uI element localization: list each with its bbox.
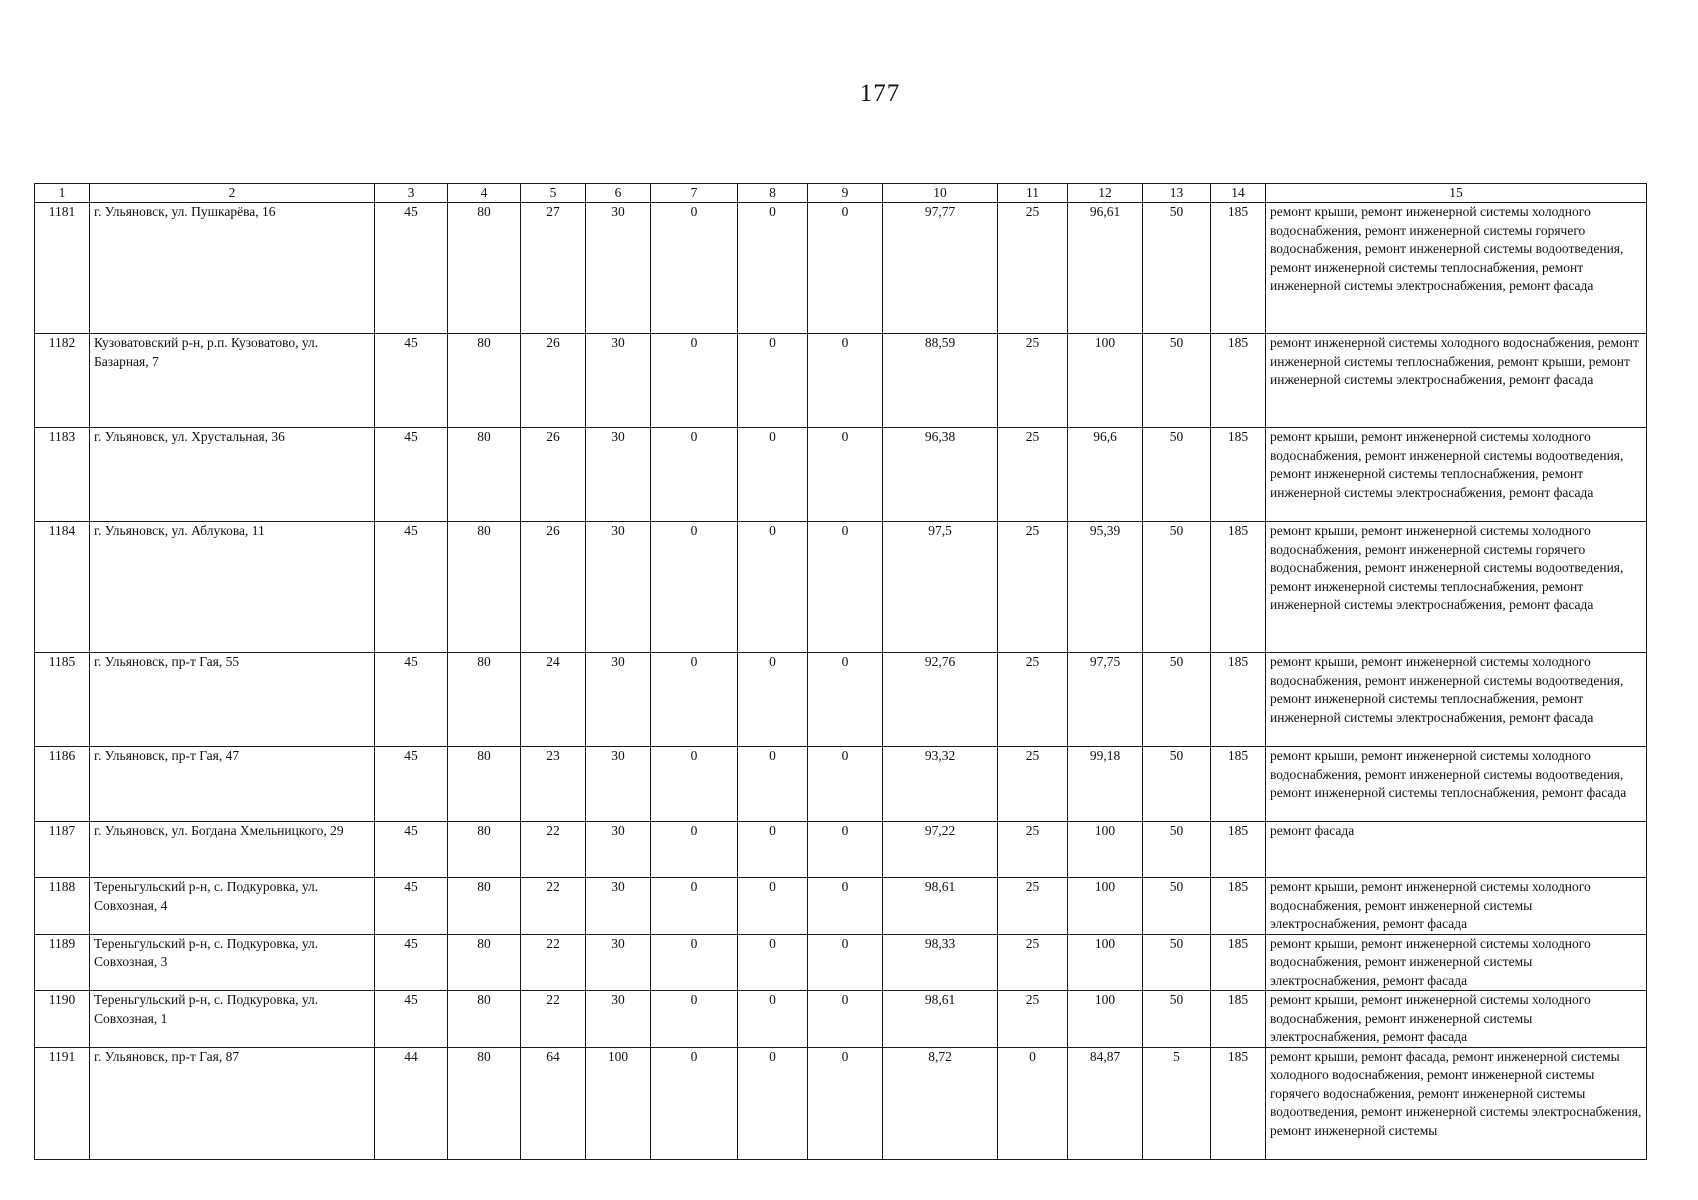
- page-number: 177: [859, 80, 901, 107]
- value-cell: 0: [808, 934, 883, 991]
- value-cell: 88,59: [883, 334, 998, 428]
- column-header: 14: [1211, 184, 1266, 203]
- value-cell: 0: [651, 934, 738, 991]
- works-cell: ремонт крыши, ремонт инженерной системы холодного водоснабжения, ремонт инженерной системы горячего водоснабжения, ремонт инженерной системы водоотведения, ремонт инженерной системы теплоснабжения, ремонт инженерной системы электроснабжения, ремонт фасада: [1266, 203, 1647, 334]
- row-number-cell: 1181: [35, 203, 90, 334]
- value-cell: 0: [808, 1047, 883, 1159]
- value-cell: 0: [738, 822, 808, 878]
- value-cell: 185: [1211, 934, 1266, 991]
- value-cell: 27: [521, 203, 586, 334]
- value-cell: 100: [1068, 991, 1143, 1048]
- value-cell: 97,77: [883, 203, 998, 334]
- table-row: [35, 203, 1647, 334]
- value-cell: 22: [521, 991, 586, 1048]
- value-cell: 84,87: [1068, 1047, 1143, 1159]
- value-cell: 45: [375, 747, 448, 822]
- value-cell: 25: [998, 203, 1068, 334]
- table-body: [35, 203, 1647, 1160]
- value-cell: 0: [998, 1047, 1068, 1159]
- value-cell: 96,61: [1068, 203, 1143, 334]
- value-cell: 98,33: [883, 934, 998, 991]
- value-cell: 26: [521, 334, 586, 428]
- data-table: [34, 183, 1647, 1160]
- value-cell: 0: [651, 822, 738, 878]
- value-cell: 30: [586, 878, 651, 935]
- value-cell: 80: [448, 334, 521, 428]
- value-cell: 50: [1143, 203, 1211, 334]
- row-number-cell: 1185: [35, 653, 90, 747]
- value-cell: 96,6: [1068, 428, 1143, 522]
- row-number-cell: 1187: [35, 822, 90, 878]
- row-number-cell: 1182: [35, 334, 90, 428]
- value-cell: 0: [808, 522, 883, 653]
- value-cell: 0: [738, 334, 808, 428]
- column-header: 1: [35, 184, 90, 203]
- value-cell: 5: [1143, 1047, 1211, 1159]
- value-cell: 80: [448, 934, 521, 991]
- works-cell: ремонт крыши, ремонт инженерной системы холодного водоснабжения, ремонт инженерной системы электроснабжения, ремонт фасада: [1266, 934, 1647, 991]
- table-row: [35, 428, 1647, 522]
- works-cell: ремонт крыши, ремонт инженерной системы холодного водоснабжения, ремонт инженерной системы водоотведения, ремонт инженерной системы теплоснабжения, ремонт инженерной системы электроснабжения, ремонт фасада: [1266, 653, 1647, 747]
- row-number-cell: 1191: [35, 1047, 90, 1159]
- works-cell: ремонт фасада: [1266, 822, 1647, 878]
- address-cell: г. Ульяновск, ул. Богдана Хмельницкого, 29: [90, 822, 375, 878]
- column-header: 9: [808, 184, 883, 203]
- value-cell: 80: [448, 1047, 521, 1159]
- column-header: 13: [1143, 184, 1211, 203]
- value-cell: 0: [808, 334, 883, 428]
- value-cell: 44: [375, 1047, 448, 1159]
- column-header: 7: [651, 184, 738, 203]
- value-cell: 30: [586, 934, 651, 991]
- table-row: [35, 334, 1647, 428]
- value-cell: 100: [1068, 822, 1143, 878]
- works-cell: ремонт крыши, ремонт инженерной системы холодного водоснабжения, ремонт инженерной системы электроснабжения, ремонт фасада: [1266, 991, 1647, 1048]
- value-cell: 50: [1143, 878, 1211, 935]
- row-number-cell: 1186: [35, 747, 90, 822]
- value-cell: 0: [738, 991, 808, 1048]
- value-cell: 30: [586, 991, 651, 1048]
- value-cell: 0: [738, 747, 808, 822]
- value-cell: 185: [1211, 822, 1266, 878]
- value-cell: 30: [586, 334, 651, 428]
- value-cell: 0: [738, 203, 808, 334]
- value-cell: 22: [521, 878, 586, 935]
- value-cell: 185: [1211, 1047, 1266, 1159]
- value-cell: 92,76: [883, 653, 998, 747]
- value-cell: 99,18: [1068, 747, 1143, 822]
- value-cell: 100: [1068, 934, 1143, 991]
- value-cell: 80: [448, 991, 521, 1048]
- value-cell: 25: [998, 934, 1068, 991]
- table-row: [35, 878, 1647, 935]
- value-cell: 0: [808, 203, 883, 334]
- column-header: 2: [90, 184, 375, 203]
- value-cell: 45: [375, 653, 448, 747]
- header-row: [35, 184, 1647, 203]
- value-cell: 0: [808, 747, 883, 822]
- works-cell: ремонт инженерной системы холодного водоснабжения, ремонт инженерной системы теплоснабжения, ремонт крыши, ремонт инженерной системы электроснабжения, ремонт фасада: [1266, 334, 1647, 428]
- value-cell: 80: [448, 747, 521, 822]
- value-cell: 98,61: [883, 878, 998, 935]
- value-cell: 50: [1143, 334, 1211, 428]
- value-cell: 50: [1143, 653, 1211, 747]
- value-cell: 185: [1211, 334, 1266, 428]
- value-cell: 0: [651, 747, 738, 822]
- value-cell: 0: [738, 522, 808, 653]
- column-header: 8: [738, 184, 808, 203]
- value-cell: 30: [586, 522, 651, 653]
- value-cell: 45: [375, 428, 448, 522]
- row-number-cell: 1190: [35, 991, 90, 1048]
- value-cell: 0: [738, 653, 808, 747]
- value-cell: 26: [521, 522, 586, 653]
- value-cell: 0: [738, 1047, 808, 1159]
- value-cell: 0: [651, 522, 738, 653]
- value-cell: 30: [586, 203, 651, 334]
- table-row: [35, 653, 1647, 747]
- table-row: [35, 522, 1647, 653]
- value-cell: 185: [1211, 522, 1266, 653]
- value-cell: 0: [808, 822, 883, 878]
- value-cell: 0: [651, 1047, 738, 1159]
- value-cell: 0: [651, 991, 738, 1048]
- value-cell: 25: [998, 334, 1068, 428]
- value-cell: 50: [1143, 428, 1211, 522]
- value-cell: 22: [521, 822, 586, 878]
- value-cell: 45: [375, 934, 448, 991]
- row-number-cell: 1189: [35, 934, 90, 991]
- address-cell: г. Ульяновск, пр-т Гая, 55: [90, 653, 375, 747]
- value-cell: 0: [651, 653, 738, 747]
- column-header: 11: [998, 184, 1068, 203]
- column-header: 4: [448, 184, 521, 203]
- value-cell: 80: [448, 522, 521, 653]
- value-cell: 30: [586, 428, 651, 522]
- value-cell: 98,61: [883, 991, 998, 1048]
- value-cell: 0: [651, 203, 738, 334]
- column-header: 6: [586, 184, 651, 203]
- value-cell: 30: [586, 653, 651, 747]
- value-cell: 64: [521, 1047, 586, 1159]
- column-header: 3: [375, 184, 448, 203]
- value-cell: 93,32: [883, 747, 998, 822]
- value-cell: 95,39: [1068, 522, 1143, 653]
- works-cell: ремонт крыши, ремонт фасада, ремонт инженерной системы холодного водоснабжения, ремонт инженерной системы горячего водоснабжения, ремонт инженерной системы водоотведения, ремонт инженерной системы электроснабжения, ремонт инженерной системы: [1266, 1047, 1647, 1159]
- value-cell: 185: [1211, 991, 1266, 1048]
- value-cell: 45: [375, 878, 448, 935]
- value-cell: 50: [1143, 822, 1211, 878]
- value-cell: 0: [651, 878, 738, 935]
- value-cell: 100: [1068, 878, 1143, 935]
- works-cell: ремонт крыши, ремонт инженерной системы холодного водоснабжения, ремонт инженерной системы электроснабжения, ремонт фасада: [1266, 878, 1647, 935]
- table-row: [35, 747, 1647, 822]
- value-cell: 25: [998, 991, 1068, 1048]
- value-cell: 0: [738, 934, 808, 991]
- value-cell: 45: [375, 334, 448, 428]
- works-cell: ремонт крыши, ремонт инженерной системы холодного водоснабжения, ремонт инженерной системы водоотведения, ремонт инженерной системы теплоснабжения, ремонт фасада: [1266, 747, 1647, 822]
- value-cell: 50: [1143, 522, 1211, 653]
- value-cell: 185: [1211, 878, 1266, 935]
- value-cell: 0: [808, 653, 883, 747]
- column-header: 15: [1266, 184, 1647, 203]
- address-cell: г. Ульяновск, ул. Пушкарёва, 16: [90, 203, 375, 334]
- row-number-cell: 1184: [35, 522, 90, 653]
- table-row: [35, 934, 1647, 991]
- address-cell: Тереньгульский р-н, с. Подкуровка, ул. Совхозная, 4: [90, 878, 375, 935]
- value-cell: 0: [738, 428, 808, 522]
- value-cell: 25: [998, 428, 1068, 522]
- value-cell: 25: [998, 878, 1068, 935]
- value-cell: 25: [998, 522, 1068, 653]
- value-cell: 185: [1211, 653, 1266, 747]
- value-cell: 22: [521, 934, 586, 991]
- table-row: [35, 1047, 1647, 1159]
- address-cell: Тереньгульский р-н, с. Подкуровка, ул. Совхозная, 1: [90, 991, 375, 1048]
- value-cell: 23: [521, 747, 586, 822]
- value-cell: 30: [586, 747, 651, 822]
- value-cell: 50: [1143, 934, 1211, 991]
- value-cell: 97,75: [1068, 653, 1143, 747]
- value-cell: 45: [375, 991, 448, 1048]
- value-cell: 100: [586, 1047, 651, 1159]
- value-cell: 50: [1143, 747, 1211, 822]
- value-cell: 80: [448, 653, 521, 747]
- table-row: [35, 822, 1647, 878]
- value-cell: 45: [375, 203, 448, 334]
- row-number-cell: 1183: [35, 428, 90, 522]
- value-cell: 45: [375, 522, 448, 653]
- value-cell: 80: [448, 822, 521, 878]
- value-cell: 185: [1211, 747, 1266, 822]
- value-cell: 25: [998, 747, 1068, 822]
- column-header: 5: [521, 184, 586, 203]
- value-cell: 24: [521, 653, 586, 747]
- address-cell: г. Ульяновск, ул. Аблукова, 11: [90, 522, 375, 653]
- value-cell: 0: [651, 334, 738, 428]
- row-number-cell: 1188: [35, 878, 90, 935]
- value-cell: 100: [1068, 334, 1143, 428]
- address-cell: г. Ульяновск, ул. Хрустальная, 36: [90, 428, 375, 522]
- works-cell: ремонт крыши, ремонт инженерной системы холодного водоснабжения, ремонт инженерной системы горячего водоснабжения, ремонт инженерной системы водоотведения, ремонт инженерной системы теплоснабжения, ремонт инженерной системы электроснабжения, ремонт фасада: [1266, 522, 1647, 653]
- value-cell: 96,38: [883, 428, 998, 522]
- value-cell: 50: [1143, 991, 1211, 1048]
- column-header: 12: [1068, 184, 1143, 203]
- value-cell: 185: [1211, 203, 1266, 334]
- value-cell: 80: [448, 203, 521, 334]
- value-cell: 30: [586, 822, 651, 878]
- value-cell: 8,72: [883, 1047, 998, 1159]
- value-cell: 25: [998, 653, 1068, 747]
- value-cell: 97,5: [883, 522, 998, 653]
- value-cell: 25: [998, 822, 1068, 878]
- value-cell: 0: [651, 428, 738, 522]
- value-cell: 0: [808, 428, 883, 522]
- table-row: [35, 991, 1647, 1048]
- value-cell: 185: [1211, 428, 1266, 522]
- value-cell: 0: [808, 991, 883, 1048]
- value-cell: 97,22: [883, 822, 998, 878]
- value-cell: 0: [808, 878, 883, 935]
- value-cell: 80: [448, 878, 521, 935]
- value-cell: 45: [375, 822, 448, 878]
- address-cell: г. Ульяновск, пр-т Гая, 87: [90, 1047, 375, 1159]
- address-cell: Тереньгульский р-н, с. Подкуровка, ул. Совхозная, 3: [90, 934, 375, 991]
- address-cell: Кузоватовский р-н, р.п. Кузоватово, ул. Базарная, 7: [90, 334, 375, 428]
- column-header: 10: [883, 184, 998, 203]
- value-cell: 26: [521, 428, 586, 522]
- value-cell: 80: [448, 428, 521, 522]
- value-cell: 0: [738, 878, 808, 935]
- works-cell: ремонт крыши, ремонт инженерной системы холодного водоснабжения, ремонт инженерной системы водоотведения, ремонт инженерной системы теплоснабжения, ремонт инженерной системы электроснабжения, ремонт фасада: [1266, 428, 1647, 522]
- address-cell: г. Ульяновск, пр-т Гая, 47: [90, 747, 375, 822]
